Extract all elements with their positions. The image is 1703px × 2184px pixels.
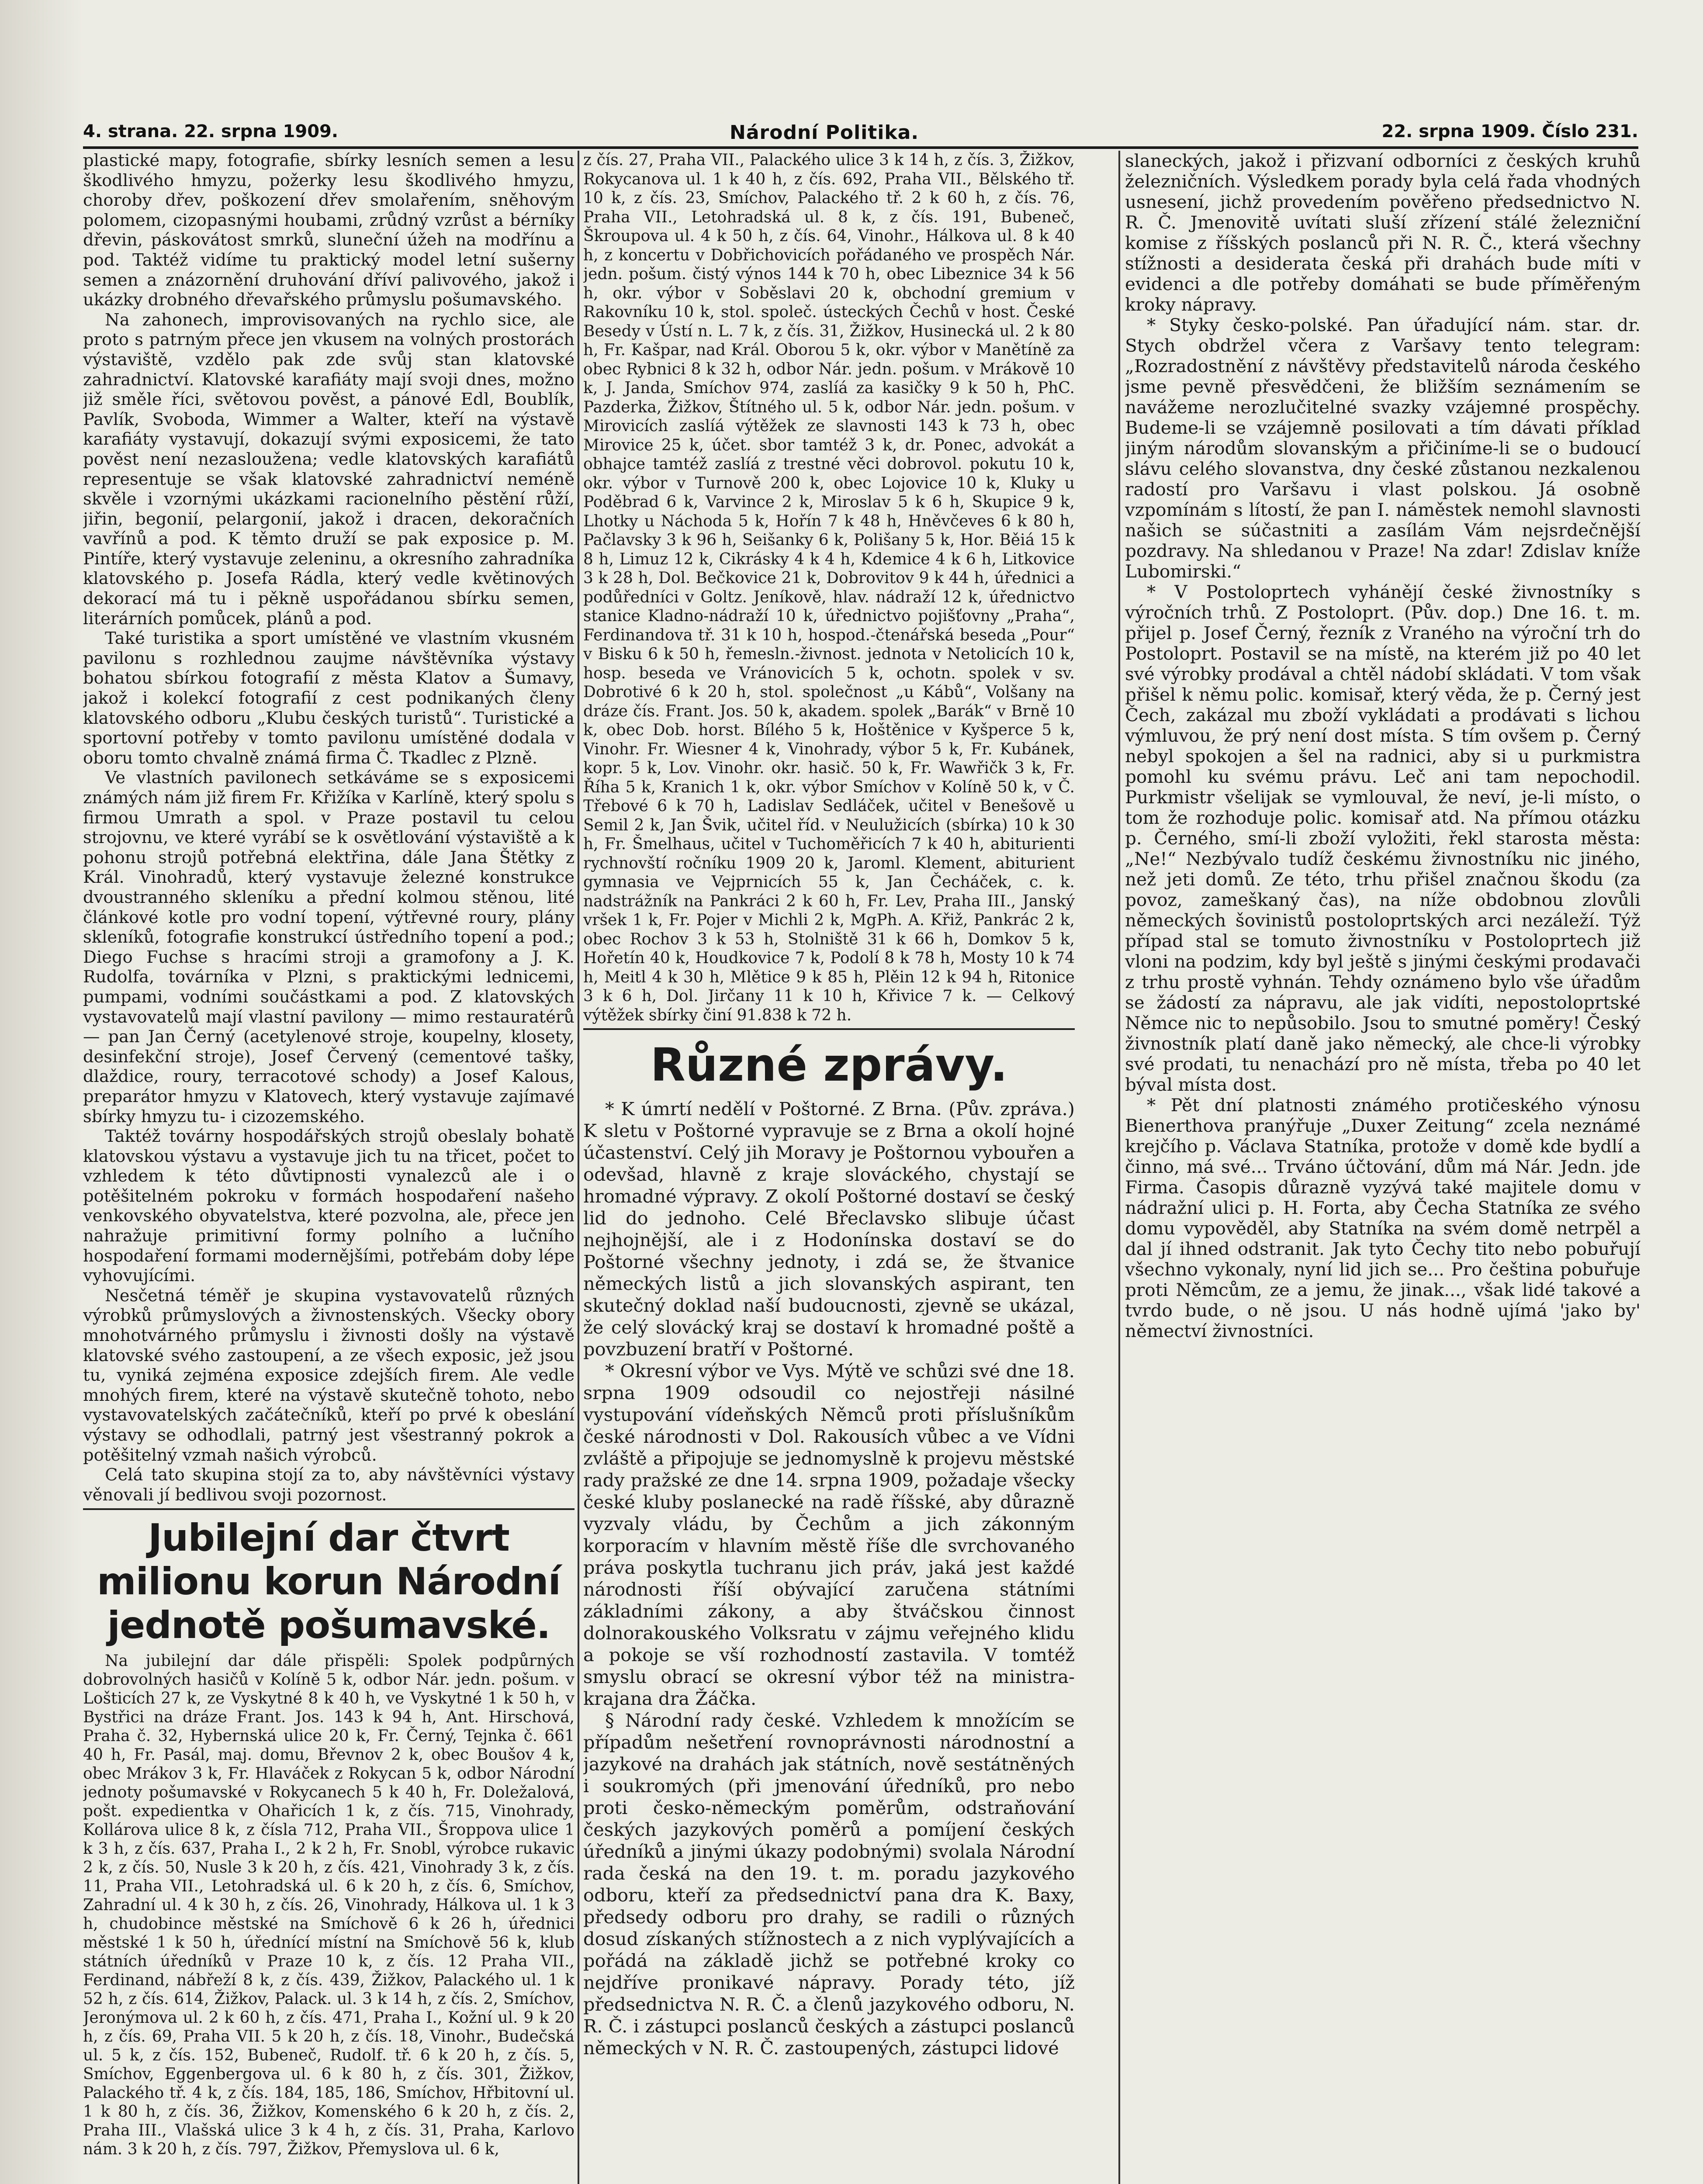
- article-paragraph: Na zahonech, improvisovaných na rychlo sice, ale proto s patrným přece jen vkusem na volných prostorách výstaviště, vzdělo pak zde svůj stan klatovské zahradnictví. Klatovské karafiáty mají svoji dnes, možno již směle říci, světovou pověst, a pánové Edl, Boublík, Pavlík, Svoboda, Wimmer a Walter, kteří na výstavě karafiáty vystavují, dokazují svými exposicemi, že tato pověst není nezasloužena; vedle klatovských karafiátů representuje se však klatovské zahradnictví neméně skvěle i vzornými ukázkami racionelního pěstění růží, jiřin, begonií, pelargonií, jakož i dracen, dekoračních vavřínů a pod. K těmto druží se pak exposice p. M. Pintíře, který vystavuje zeleninu, a okresního zahradníka klatovského p. Josefa Rádla, který vedle květinových dekorací má tu i pěkně uspořádanou sbírku semen, literárních pomůcek, plánů a pod.: [83, 310, 575, 629]
- article-paragraph: Také turistika a sport umístěné ve vlastním vkusném pavilonu s rozhlednou zaujme návštěvníka výstavy bohatou sbírkou fotografií z města Klatov a Šumavy, jakož i kolekcí fotografií z cest podnikaných členy klatovského odboru „Klubu českých turistů“. Turistické a sportovní potřeby v tomto pavilonu umístěné dodala v oboru tomto chvalně známá firma Č. Tkadlec z Plzně.: [83, 629, 575, 768]
- newspaper-title: Národní Politika.: [730, 121, 919, 144]
- article-paragraph: slaneckých, jakož i přizvaní odborníci z českých kruhů železničních. Výsledkem porady byla celá řada vhodných usnesení, jichž provedením pověřeno předsednictvo N. R. Č. Jmenovitě uvítati sluší zřízení stálé železniční komise z říšských poslanců při N. R. Č., která všechny stížnosti a desiderata česká při drahách bude míti v evidenci a dle potřeby domáhati se bude příměřeným kroky nápravy.: [1125, 151, 1641, 315]
- article-paragraph: Nesčetná téměř je skupina vystavovatelů různých výrobků průmyslových a živnostenských. Všecky obory mnohotvárného průmyslu i živnosti došly na výstavě klatovské svého zastoupení, a ze všech exposic, jež jsou tu, vyniká zejména exposice zdejších firem. Ale vedle mnohých firem, které na výstavě skutečně tohoto, nebo vystavovatelských začátečníků, kteří po prvé k obeslání výstavy se odhodlali, patrný jest všestranný pokrok a potěšitelný vzmah našich výrobců.: [83, 1286, 575, 1465]
- section-rule: [83, 1508, 575, 1510]
- column-2: [583, 151, 1075, 2184]
- section-rule: [583, 1028, 1075, 1030]
- article-paragraph: § Národní rady české. Vzhledem k množícím se případům nešetření rovnoprávnosti národnostní a jazykové na drahách jak státních, nově sestátněných i soukromých (při jmenování úředníků, pro nebo proti česko-německým poměrům, odstraňování českých jazykových poměrů a pomíjení českých úředníků a jinými úkazy podobnými) svolala Národní rada česká na den 19. t. m. poradu jazykového odboru, kteří za předsednictví pana dra K. Baxy, předsedy odboru pro drahy, se radili o různých dosud získaných stížnostech a z nich vyplývajících a pořádá na základě jichž se potřebné kroky co nejdříve pronikavé nápravy. Porady této, jíž předsednictva N. R. Č. a členů jazykového odboru, N. R. Č. i zástupci poslanců českých a zástupci poslanců německých v N. R. Č. zastoupených, zástupci lidové: [583, 1710, 1075, 2059]
- article-paragraph: Celá tato skupina stojí za to, aby návštěvníci výstavy věnovali jí bedlivou svoji pozornost.: [83, 1465, 575, 1505]
- header-left: 4. strana. 22. srpna 1909.: [83, 121, 339, 142]
- donation-list: Na jubilejní dar dále přispěli: Spolek podpůrných dobrovolných hasičů v Kolíně 5 k, odbor Nár. jedn. pošum. v Lošticích 27 k, ze Vyskytné 8 k 40 h, ve Vyskytné 1 k 50 h, v Bystřici na dráze Frant. Jos. 143 k 94 h, Ant. Hirschová, Praha č. 32, Hybernská ulice 20 k, Fr. Černý, Tejnka č. 661 40 h, Fr. Pasál, maj. domu, Břevnov 2 k, obec Boušov 4 k, obec Mrákov 3 k, Fr. Hlaváček z Rokycan 5 k, odbor Národní jednoty pošumavské v Rokycanech 5 k 40 h, Fr. Doležalová, pošt. expedientka v Ohařicích 1 k, z čís. 715, Vinohrady, Kollárova ulice 8 k, z čísla 712, Praha VII., Šroppova ulice 1 k 3 h, z čís. 637, Praha I., 2 k 2 h, Fr. Snobl, výrobce rukavic 2 k, z čís. 50, Nusle 3 k 20 h, z čís. 421, Vinohrady 3 k, z čís. 11, Praha VII., Letohradská ul. 6 k 20 h, z čís. 6, Smíchov, Zahradní ul. 4 k 30 h, z čís. 26, Vinohrady, Hálkova ul. 1 k 3 h, chudobince městské na Smíchově 6 k 26 h, úřednici městské 1 k 50 h, úřednící místní na Smíchově 56 k, klub státních úředníků v Praze 10 k, z čís. 12 Praha VII., Ferdinand, nábřeží 8 k, z čís. 439, Žižkov, Palackého ul. 1 k 52 h, z čís. 614, Žižkov, Palack. ul. 3 k 14 h, z čís. 2, Smíchov, Jeronýmova ul. 2 k 60 h, z čís. 471, Praha I., Kožní ul. 9 k 20 h, z čís. 69, Praha VII. 5 k 20 h, z čís. 18, Vinohr., Budečská ul. 5 k, z čís. 152, Bubeneč, Rudolf. tř. 6 k 20 h, z čís. 5, Smíchov, Eggenbergova ul. 6 k 80 h, z čís. 301, Žižkov, Palackého tř. 4 k, z čís. 184, 185, 186, Smíchov, Hřbitovní ul. 1 k 80 h, z čís. 36, Žižkov, Komenského 6 k 20 h, z čís. 2, Praha III., Vlašská ulice 3 k 4 h, z čís. 31, Praha, Karlovo nám. 3 k 20 h, z čís. 797, Žižkov, Přemyslova ul. 6 k,: [83, 1652, 575, 2159]
- column-3: [1125, 151, 1641, 2184]
- column-divider: [1118, 151, 1120, 2184]
- article-paragraph: Taktéž továrny hospodářských strojů obeslaly bohatě klatovskou výstavu a vystavuje jich tu na třicet, počet to vzhledem k této důvtipnosti vynalezců ale i o potěšitelném pokroku v formách hospodaření našeho venkovského obyvatelstva, které pozvolna, ale, přece jen nahražuje primitivní formy polního a lučního hospodaření formami modernějšími, potřebám doby lépe vyhovujícími.: [83, 1127, 575, 1286]
- section-heading: Jubilejní dar čtvrt milionu korun Národní jednotě pošumavské.: [97, 1516, 561, 1648]
- header-rule: [83, 146, 1638, 149]
- column-divider: [578, 151, 579, 2184]
- article-paragraph: * Okresní výbor ve Vys. Mýtě ve schůzi své dne 18. srpna 1909 odsoudil co nejostřeji násilné vystupování vídeňských Němců proti příslušníkům české národnosti v Dol. Rakousích vůbec a ve Vídni zvláště a připojuje se jednomyslně k projevu městské rady pražské ze dne 14. srpna 1909, požadaje všecky české kluby poslanecké na radě říšské, aby důrazně vyzvaly vládu, by Čechům a jich zákonným korporacím v hlavním městě říše dle svrchovaného práva poskytla tuchranu jich práv, jaká jest každé národnosti říší obývající zaručena státními základními zákony, a aby štváčskou činnost dolnorakouského Volksratu v zájmu veřejného klidu a pokoje se vší rozhodností zastavila. V tomtéž smyslu obrací se okresní výbor též na ministra-krajana dra Žáčka.: [583, 1360, 1075, 1709]
- section-heading: Různé zprávy.: [650, 1038, 1008, 1092]
- article-paragraph: plastické mapy, fotografie, sbírky lesních semen a lesu škodlivého hmyzu, požerky lesu škodlivého hmyzu, choroby dřev, poškození dřev smolařením, sněhovým polomem, cizopasnými houbami, zrůdný vzrůst a bérníky dřevin, páskovátost smrků, sluneční úžeh na modřínu a pod. Taktéž vidíme tu praktický model letní sušerny semen a znázornění druhování dříví palivového, jakož i ukázky drobného dřevařského průmyslu pošumavského.: [83, 151, 575, 310]
- article-paragraph: * V Postoloprtech vyhánějí české živnostníky s výročních trhů. Z Postoloprt. (Pův. dop.) Dne 16. t. m. přijel p. Josef Černý, řezník z Vraného na výroční trh do Postoloprt. Postavil se na místě, na kterém již po 40 let své výrobky prodával a chtěl nádobí skládati. V tom však přišel k němu polic. komisař, který věda, že p. Černý jest Čech, zakázal mu zboží vykládati a prodávati s lichou výmluvou, že prý není dost místa. S tím ovšem p. Černý nebyl spokojen a šel na radnici, aby si u purkmistra pomohl ku svému právu. Leč ani tam nepochodil. Purkmistr všelijak se vymlouval, že neví, je-li místo, o tom že rozhoduje polic. komisař atd. Na přímou otázku p. Černého, smí-li zboží vyložiti, řekl starosta města: „Ne!“ Nezbývalo tudíž českému živnostníku nic jiného, než jeti domů. Ze této, trhu přišel značnou škodu (za povoz, zameškaný čas), na níže obdobnou zlovůli německých šovinistů postoloprtských arci nezáleží. Týž případ stal se tomuto živnostníku v Postoloprtech již vloni na podzim, kdy byl ještě s jinými českými prodavači z trhu prostě vyhnán. Tehdy oznámeno bylo vše úřadům se žádostí za nápravu, ale jak vidíti, nepostoloprtské Němce nic to nepůsobilo. Jsou to smutné poměry! Český živnostník platí daně jako německý, ale chce-li výrobky své prodati, tu nenachází pro ně místa, třeba po 40 let býval místa dost.: [1125, 581, 1641, 1095]
- page-header: [83, 113, 1638, 148]
- article-paragraph: * K úmrtí nedělí v Poštorné. Z Brna. (Pův. zpráva.) K sletu v Poštorné vypravuje se z Brna a okolí hojné účastenství. Celý jih Moravy je Poštornou vybouřen a odevšad, hlavně z kraje slováckého, chystají se hromadné výpravy. Z okolí Poštorné dostaví se český lid do jednoho. Celé Břeclavsko slibuje účast nejhojnější, ale i z Hodonínska dostaví se do Poštorné všechny jednoty, i zdá se, že štvanice německých listů a jich slovanských aspirant, ten skutečný doklad naší budoucnosti, zjevně se ukázal, že celý slovácký kraj se dostaví k hromadné poště a povzbuzení bratří v Poštorné.: [583, 1098, 1075, 1360]
- page-fold-shadow: [0, 0, 83, 2184]
- header-right: 22. srpna 1909. Číslo 231.: [1381, 121, 1638, 142]
- article-paragraph: Ve vlastních pavilonech setkáváme se s exposicemi známých nám již firem Fr. Křižíka v Karlíně, který spolu s firmou Umrath a spol. v Praze postavil tu celou strojovnu, ve které vyrábí se k osvětlování výstaviště a k pohonu strojů potřebná elektřina, dále Jana Štětky z Král. Vinohradů, který vystavuje železné konstrukce dvoustranného skleníku a přední kolmou stěnou, lité článkové kotle pro vodní topení, výtřevné roury, plány skleníků, fotografie konstrukcí ústředního topení a pod.; Diego Fuchse s hracími stroji a gramofony a J. K. Rudolfa, továrníka v Plzni, s praktickými lednicemi, pumpami, vodními součástkami a pod. Z klatovských vystavovatelů mají vlastní pavilony — mimo restauratérů — pan Jan Černý (acetylenové stroje, koupelny, klosety, desinfekční stroje), Josef Červený (cementové tašky, dlaždice, roury, terracotové schody) a Josef Kalous, preparátor hmyzu v Klatovech, který vystavuje zajímavé sbírky hmyzu tu- i cizozemského.: [83, 768, 575, 1127]
- column-1: [83, 151, 575, 2184]
- donation-list: z čís. 27, Praha VII., Palackého ulice 3 k 14 h, z čís. 3, Žižkov, Rokycanova ul. 1 k 40 h, z čís. 692, Praha VII., Bělského tř. 10 k, z čís. 23, Smíchov, Palackého tř. 2 k 60 h, z čís. 76, Praha VII., Letohradská ul. 8 k, z čís. 191, Bubeneč, Škroupova ul. 4 k 50 h, z čís. 64, Vinohr., Hálkova ul. 8 k 40 h, z koncertu v Dobřichovicích pořádaného ve prospěch Nár. jedn. pošum. čistý výnos 144 k 70 h, obec Libeznice 34 k 56 h, okr. výbor v Soběslavi 20 k, obchodní gremium v Rakovníku 10 k, stol. společ. ústeckých Čechů v host. České Besedy v Ústí n. L. 7 k, z čís. 31, Žižkov, Husinecká ul. 2 k 80 h, Fr. Kašpar, nad Král. Oborou 5 k, okr. výbor v Manětíně za obec Rybnici 8 k 32 h, odbor Nár. jedn. pošum. v Mrákově 10 k, J. Janda, Smíchov 974, zaslíá za kasičky 9 k 50 h, PhC. Pazderka, Žižkov, Štítného ul. 5 k, odbor Nár. jedn. pošum. v Mirovicích zaslíá výtěžek ze slavnosti 143 k 73 h, obec Mirovice 25 k, účet. sbor tamtéž 3 k, dr. Ponec, advokát a obhajce tamtéž zaslíá z trestné věci dobrovol. pokutu 10 k, okr. výbor v Turnově 200 k, obec Lojovice 10 k, Kluky u Poděbrad 6 k, Varvince 2 k, Miroslav 5 k 6 h, Skupice 9 k, Lhotky u Náchoda 5 k, Hořín 7 k 48 h, Hněvčeves 6 k 80 h, Pačlavsky 3 k 96 h, Seišanky 6 k, Polišany 5 k, Hor. Běiá 15 k 8 h, Limuz 12 k, Cikrásky 4 k 4 h, Kdemice 4 k 6 h, Litkovice 3 k 28 h, Dol. Bečkovice 21 k, Dobrovitov 9 k 44 h, úřednici a podůředníci v Goltz. Jeníkově, hlav. nádraží 12 k, úřednictvo stanice Kladno-nádraží 10 k, úřednictvo pojišťovny „Praha“, Ferdinandova tř. 31 k 10 h, hospod.-čtenářská beseda „Pour“ v Bisku 6 k 50 h, řemesln.-živnost. jednota v Netolicích 10 k, hosp. beseda ve Vránovicích 5 k, ochotn. spolek v sv. Dobrotivé 6 k 20 h, stol. společnost „u Kábů“, Volšany na dráze čís. Frant. Jos. 50 k, akadem. spolek „Barák“ v Brně 10 k, obec Dob. horst. Bílého 5 k, Hoštěnice v Kyšperce 5 k, Vinohr. Fr. Wiesner 4 k, Vinohrady, výbor 5 k, Fr. Kubánek, kopr. 5 k, Lov. Vinohr. okr. hasič. 50 k, Fr. Wawřičk 3 k, Fr. Říha 5 k, Kranich 1 k, okr. výbor Smíchov v Kolíně 50 k, v Č. Třebové 6 k 70 h, Ladislav Sedláček, učitel v Benešově u Semil 2 k, Jan Švik, učitel říd. v Neulužicích (sbírka) 10 k 30 h, Fr. Šmelhaus, učitel v Tuchoměřicích 7 k 40 h, abiturienti rychnovští ročníku 1909 20 k, Jaroml. Klement, abiturient gymnasia ve Vejprnicích 55 k, Jan Čecháček, c. k. nadstrážník na Pankráci 2 k 60 h, Fr. Lev, Praha III., Janský vršek 1 k, Fr. Pojer v Michli 2 k, MgPh. A. Křiž, Pankrác 2 k, obec Rochov 3 k 53 h, Stolniště 31 k 66 h, Domkov 5 k, Hořetín 40 k, Houdkovice 7 k, Podolí 8 k 78 h, Mosty 10 k 74 h, Meitl 4 k 30 h, Mlětice 9 k 85 h, Plěin 12 k 94 h, Ritonice 3 k 6 h, Dol. Jirčany 11 k 10 h, Křivice 7 k. — Celkový výtěžek sbírky činí 91.838 k 72 h.: [583, 151, 1075, 1024]
- article-paragraph: * Pět dní platnosti známého protičeského výnosu Bienerthova pranýřuje „Duxer Zeitung“ zcela neznámé krejčího p. Václava Statníka, protože v domě kde bydlí a činno, má své... Trváno účtování, dům má Nár. Jedn. jde Firma. Časopis důrazně vyzývá také majitele domu v nádražní ulici p. H. Forta, aby Čecha Statníka ze svého domu vypověděl, aby Statníka na svém domě netrpěl a dal jí ihned odstranit. Jak tyto Čechy tito nebo pobuřují všechno vykonaly, nyní lid jich se... Pro čeština pobuřuje proti Němcům, ze a jemu, že jinak..., však lidé takové a tvrdo bude, o ně jsou. U nás hodně ujímá 'jako by' němectví živnostníci.: [1125, 1095, 1641, 1341]
- article-paragraph: * Styky česko-polské. Pan úřadující nám. star. dr. Stych obdržel včera z Varšavy tento telegram: „Rozradostnění z návštěvy představitelů národa českého jsme pevně přesvědčeni, že bližším seznámením se navážeme nerozlučitelné svazky vzájemné prospěchy. Budeme-li se vzájemně posilovati a tím dávati příklad jiným národům slovanským a přičiníme-li se o budoucí slávu celého slovanstva, dny české zůstanou nezkalenou radostí pro Varšavu i vlast polskou. Já osobně vzpomínám s lítostí, že pan I. náměstek nemohl slavnosti našich se súčastniti a zasílám Vám nejsrdečnější pozdravy. Na shledanou v Praze! Na zdar! Zdislav kníže Lubomirski.“: [1125, 314, 1641, 582]
